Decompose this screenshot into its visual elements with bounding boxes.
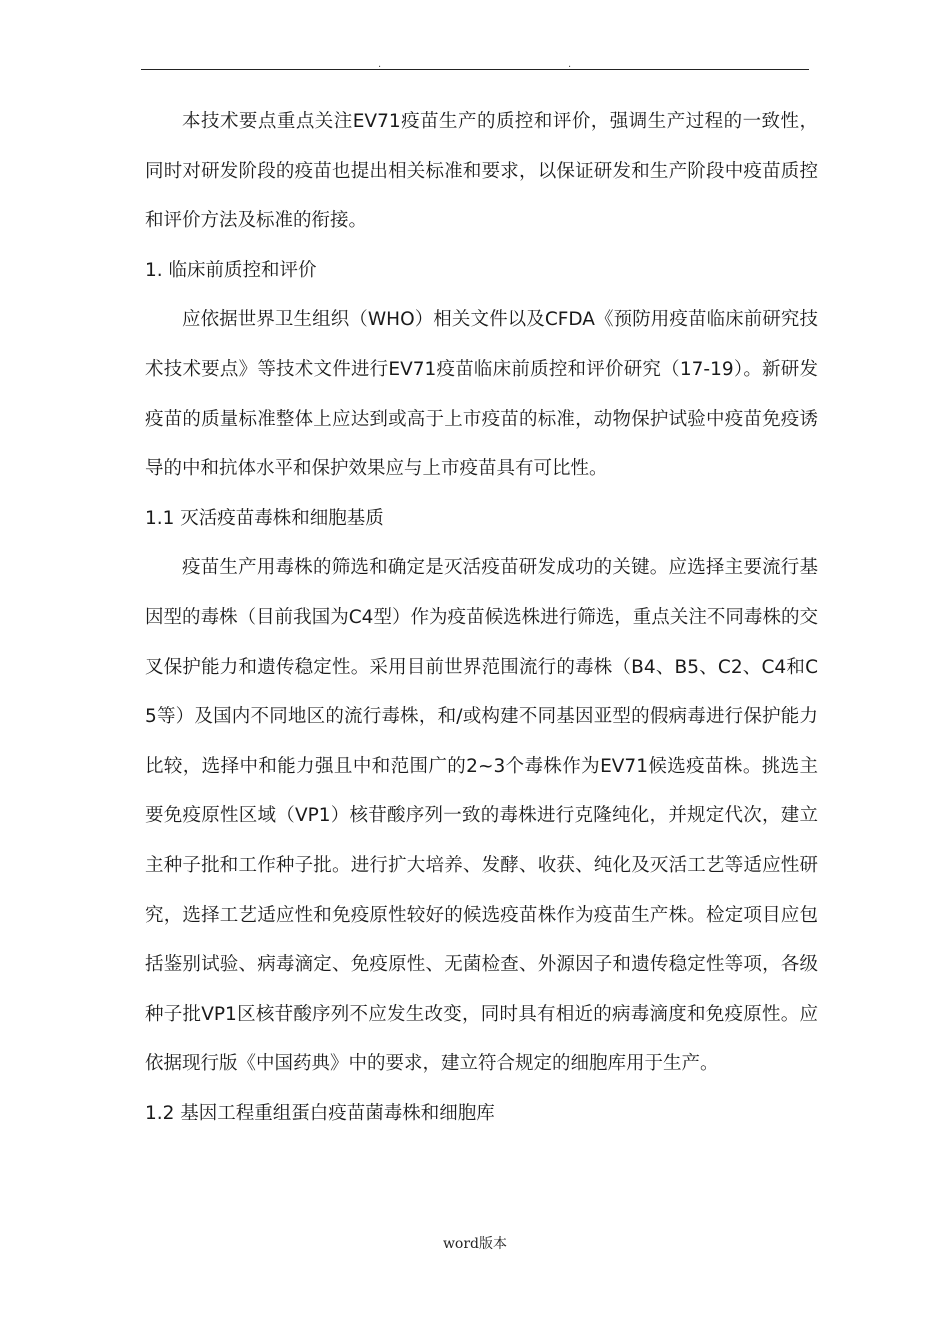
section-heading-1-1: 1.1 灭活疫苗毒株和细胞基质: [145, 507, 384, 529]
paragraph-strains: 疫苗生产用毒株的筛选和确定是灭活疫苗研发成功的关键。应选择主要流行基因型的毒株（目前我国为C4型）作为疫苗候选株进行筛选，重点关注不同毒株的交叉保护能力和遗传稳定性。采用目前世界范围流行的毒株（B4、B5、C2、C4和C5等）及国内不同地区的流行毒株，和/或构建不同基因亚型的假病毒进行保护能力比较，选择中和能力强且中和范围广的2~3个毒株作为EV71候选疫苗株。挑选主要免疫原性区域（VP1）核苷酸序列一致的毒株进行克隆纯化，并规定代次，建立主种子批和工作种子批。进行扩大培养、发酵、收获、纯化及灭活工艺等适应性研究，选择工艺适应性和免疫原性较好的候选疫苗株作为疫苗生产株。检定项目应包括鉴别试验、病毒滴定、免疫原性、无菌检查、外源因子和遗传稳定性等项，各级种子批VP1区核苷酸序列不应发生改变，同时具有相近的病毒滴度和免疫原性。应依据现行版《中国药典》中的要求，建立符合规定的细胞库用于生产。: [145, 557, 818, 1075]
page-footer: word版本: [442, 1236, 508, 1252]
section-heading-1: 1. 临床前质控和评价: [145, 259, 317, 281]
document-body: [145, 97, 818, 1138]
paragraph-intro: 本技术要点重点关注EV71疫苗生产的质控和评价，强调生产过程的一致性，同时对研发阶段的疫苗也提出相关标准和要求，以保证研发和生产阶段中疫苗质控和评价方法及标准的衔接。: [145, 111, 818, 232]
section-heading-1-2: 1.2 基因工程重组蛋白疫苗菌毒株和细胞库: [145, 1102, 495, 1124]
paragraph-preclinical: 应依据世界卫生组织（WHO）相关文件以及CFDA《预防用疫苗临床前研究技术技术要点》等技术文件进行EV71疫苗临床前质控和评价研究（17-19）。新研发疫苗的质量标准整体上应达到或高于上市疫苗的标准，动物保护试验中疫苗免疫诱导的中和抗体水平和保护效果应与上市疫苗具有可比性。: [145, 309, 818, 480]
header-dot-right: .: [568, 59, 572, 70]
header-rule: [141, 69, 809, 70]
header-dot-left: .: [378, 59, 382, 70]
